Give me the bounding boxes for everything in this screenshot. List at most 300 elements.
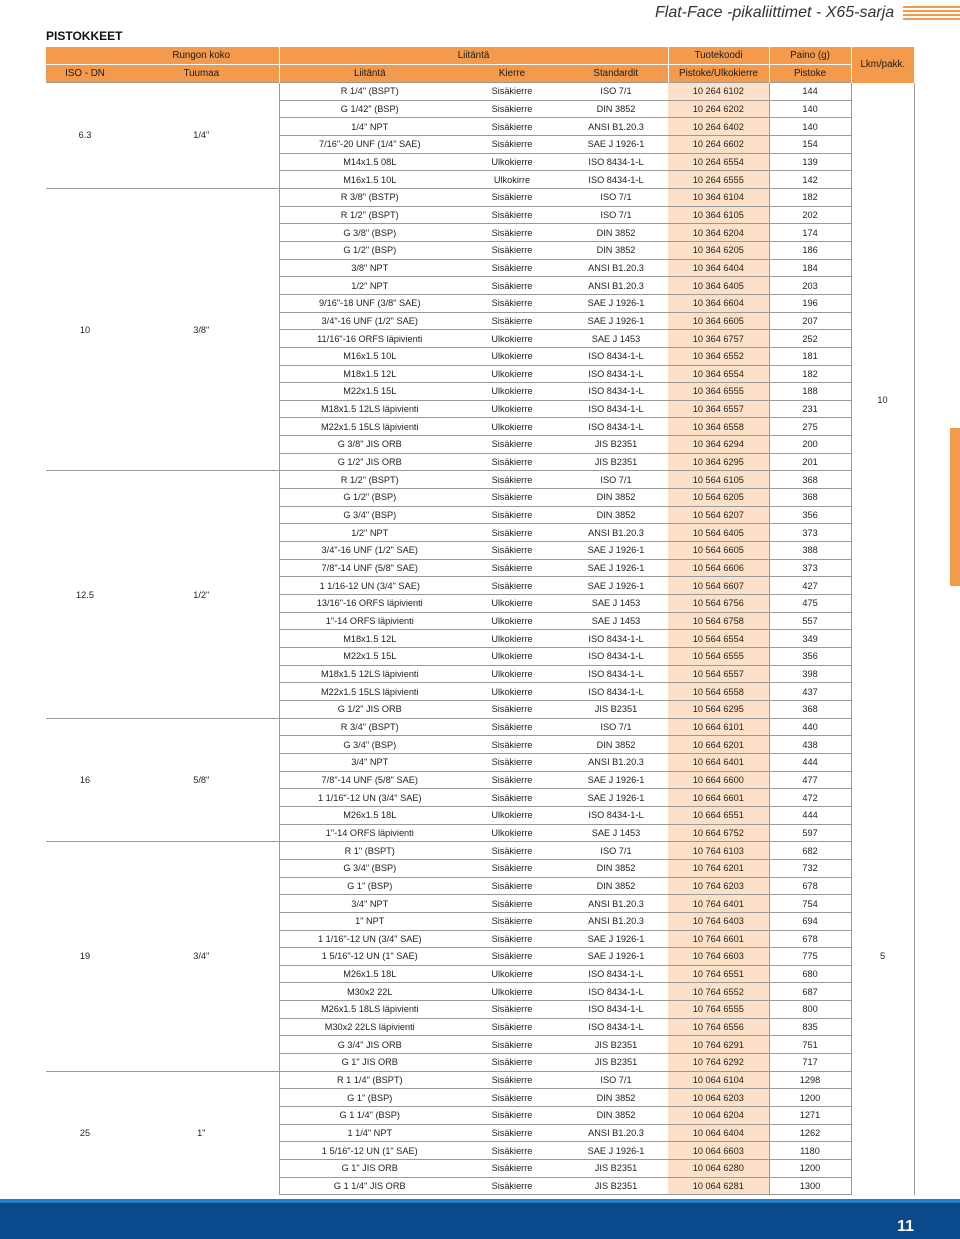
tuumaa-cell: 5/8" [124,718,279,842]
paino-cell: 682 [769,842,851,860]
kierre-cell: Ulkokierre [460,965,564,983]
tuotekoodi-cell: 10 064 6203 [668,1089,769,1107]
standardit-cell: ISO 8434-1-L [564,347,668,365]
tuotekoodi-cell: 10 764 6601 [668,930,769,948]
standardit-cell: ISO 8434-1-L [564,683,668,701]
paino-cell: 1300 [769,1177,851,1195]
standardit-cell: SAE J 1926-1 [564,135,668,153]
kierre-cell: Sisäkierre [460,224,564,242]
kierre-cell: Ulkokierre [460,612,564,630]
iso-dn-cell: 25 [46,1071,124,1195]
standardit-cell: SAE J 1926-1 [564,930,668,948]
kierre-cell: Sisäkierre [460,842,564,860]
standardit-cell: ANSI B1.20.3 [564,118,668,136]
tuotekoodi-cell: 10 364 6204 [668,224,769,242]
paino-cell: 687 [769,983,851,1001]
kierre-cell: Ulkokierre [460,330,564,348]
standardit-cell: SAE J 1453 [564,824,668,842]
kierre-cell: Sisäkierre [460,277,564,295]
liitanta-cell: M18x1.5 12L [279,365,460,383]
kierre-cell: Sisäkierre [460,895,564,913]
tuotekoodi-cell: 10 564 6606 [668,559,769,577]
tuotekoodi-cell: 10 364 6105 [668,206,769,224]
liitanta-cell: 1" NPT [279,912,460,930]
page-number: 11 [897,1218,914,1235]
iso-dn-cell: 12.5 [46,471,124,718]
paino-cell: 368 [769,700,851,718]
tuotekoodi-cell: 10 564 6558 [668,683,769,701]
tuotekoodi-cell: 10 364 6604 [668,294,769,312]
liitanta-cell: R 1/4" (BSPT) [279,83,460,101]
tuotekoodi-cell: 10 564 6205 [668,489,769,507]
paino-cell: 200 [769,436,851,454]
paino-cell: 438 [769,736,851,754]
paino-cell: 196 [769,294,851,312]
paino-cell: 188 [769,383,851,401]
standardit-cell: SAE J 1926-1 [564,294,668,312]
standardit-cell: DIN 3852 [564,506,668,524]
standardit-cell: ISO 7/1 [564,206,668,224]
standardit-cell: ISO 8434-1-L [564,365,668,383]
liitanta-cell: M26x1.5 18L [279,806,460,824]
kierre-cell: Sisäkierre [460,453,564,471]
liitanta-cell: 7/8"-14 UNF (5/8" SAE) [279,559,460,577]
liitanta-cell: M18x1.5 12LS läpivienti [279,400,460,418]
tuotekoodi-cell: 10 664 6101 [668,718,769,736]
header-tuotekoodi: Tuotekoodi [668,47,769,65]
kierre-cell: Sisäkierre [460,206,564,224]
standardit-cell: ANSI B1.20.3 [564,895,668,913]
table-row [46,718,914,736]
kierre-cell: Sisäkierre [460,436,564,454]
tuotekoodi-cell: 10 664 6601 [668,789,769,807]
paino-cell: 139 [769,153,851,171]
paino-cell: 437 [769,683,851,701]
paino-cell: 1262 [769,1124,851,1142]
lkm-cell: 10 [851,83,914,719]
tuotekoodi-cell: 10 364 6552 [668,347,769,365]
standardit-cell: ISO 8434-1-L [564,630,668,648]
liitanta-cell: 1 1/16"-12 UN (3/4" SAE) [279,930,460,948]
liitanta-cell: M30x2 22L [279,983,460,1001]
standardit-cell: ISO 7/1 [564,188,668,206]
kierre-cell: Sisäkierre [460,489,564,507]
header-standardit: Standardit [564,65,668,83]
paino-cell: 800 [769,1001,851,1019]
tuotekoodi-cell: 10 664 6600 [668,771,769,789]
liitanta-cell: G 3/4" (BSP) [279,506,460,524]
paino-cell: 678 [769,877,851,895]
tuotekoodi-cell: 10 764 6555 [668,1001,769,1019]
tuotekoodi-cell: 10 764 6292 [668,1054,769,1072]
tuotekoodi-cell: 10 564 6555 [668,648,769,666]
paino-cell: 444 [769,806,851,824]
paino-cell: 835 [769,1018,851,1036]
standardit-cell: ISO 8434-1-L [564,648,668,666]
header-rungon-koko: Rungon koko [124,47,279,65]
liitanta-cell: 1 1/4" NPT [279,1124,460,1142]
standardit-cell: ISO 8434-1-L [564,153,668,171]
tuotekoodi-cell: 10 764 6103 [668,842,769,860]
tuotekoodi-cell: 10 064 6603 [668,1142,769,1160]
kierre-cell: Sisäkierre [460,789,564,807]
kierre-cell: Sisäkierre [460,859,564,877]
liitanta-cell: G 1" JIS ORB [279,1160,460,1178]
tuotekoodi-cell: 10 664 6752 [668,824,769,842]
liitanta-cell: G 1/2" JIS ORB [279,453,460,471]
paino-cell: 1298 [769,1071,851,1089]
tuotekoodi-cell: 10 364 6555 [668,383,769,401]
paino-cell: 202 [769,206,851,224]
paino-cell: 680 [769,965,851,983]
kierre-cell: Ulkokierre [460,683,564,701]
paino-cell: 694 [769,912,851,930]
standardit-cell: JIS B2351 [564,700,668,718]
liitanta-cell: M14x1.5 08L [279,153,460,171]
paino-cell: 182 [769,188,851,206]
paino-cell: 373 [769,524,851,542]
standardit-cell: SAE J 1926-1 [564,789,668,807]
standardit-cell: DIN 3852 [564,241,668,259]
standardit-cell: DIN 3852 [564,489,668,507]
liitanta-cell: 11/16"-16 ORFS läpivienti [279,330,460,348]
tuotekoodi-cell: 10 364 6294 [668,436,769,454]
paino-cell: 140 [769,100,851,118]
tuotekoodi-cell: 10 764 6552 [668,983,769,1001]
tuotekoodi-cell: 10 564 6554 [668,630,769,648]
liitanta-cell: 1"-14 ORFS läpivienti [279,612,460,630]
standardit-cell: ISO 7/1 [564,471,668,489]
liitanta-cell: 1 1/16-12 UN (3/4" SAE) [279,577,460,595]
kierre-cell: Sisäkierre [460,312,564,330]
kierre-cell: Sisäkierre [460,188,564,206]
paino-cell: 201 [769,453,851,471]
kierre-cell: Ulkokierre [460,806,564,824]
tuotekoodi-cell: 10 364 6295 [668,453,769,471]
liitanta-cell: 3/8" NPT [279,259,460,277]
table-row [46,188,914,206]
standardit-cell: SAE J 1926-1 [564,948,668,966]
standardit-cell: SAE J 1926-1 [564,312,668,330]
standardit-cell: ANSI B1.20.3 [564,524,668,542]
tuotekoodi-cell: 10 764 6556 [668,1018,769,1036]
paino-cell: 1180 [769,1142,851,1160]
paino-cell: 275 [769,418,851,436]
paino-cell: 203 [769,277,851,295]
liitanta-cell: 7/8"-14 UNF (5/8" SAE) [279,771,460,789]
tuumaa-cell: 3/8" [124,188,279,471]
kierre-cell: Sisäkierre [460,559,564,577]
standardit-cell: JIS B2351 [564,1160,668,1178]
standardit-cell: SAE J 1926-1 [564,577,668,595]
liitanta-cell: G 3/4" (BSP) [279,859,460,877]
liitanta-cell: G 1/2" JIS ORB [279,700,460,718]
standardit-cell: JIS B2351 [564,1036,668,1054]
paino-cell: 356 [769,648,851,666]
standardit-cell: ISO 8434-1-L [564,806,668,824]
kierre-cell: Ulkokierre [460,648,564,666]
paino-cell: 427 [769,577,851,595]
paino-cell: 475 [769,595,851,613]
liitanta-cell: R 3/4" (BSPT) [279,718,460,736]
tuotekoodi-cell: 10 364 6558 [668,418,769,436]
tuotekoodi-cell: 10 764 6201 [668,859,769,877]
tuotekoodi-cell: 10 764 6403 [668,912,769,930]
header-pistoke: Pistoke [769,65,851,83]
liitanta-cell: M22x1.5 15L [279,383,460,401]
standardit-cell: DIN 3852 [564,1089,668,1107]
footer-bar [0,1199,960,1239]
standardit-cell: SAE J 1926-1 [564,771,668,789]
paino-cell: 678 [769,930,851,948]
paino-cell: 182 [769,365,851,383]
tuotekoodi-cell: 10 264 6202 [668,100,769,118]
standardit-cell: SAE J 1926-1 [564,1142,668,1160]
liitanta-cell: 3/4" NPT [279,753,460,771]
footer-accent [0,1199,960,1203]
kierre-cell: Ulkokierre [460,365,564,383]
tuotekoodi-cell: 10 064 6404 [668,1124,769,1142]
tuotekoodi-cell: 10 564 6605 [668,542,769,560]
header-empty [46,47,124,65]
paino-cell: 368 [769,489,851,507]
kierre-cell: Sisäkierre [460,506,564,524]
paino-cell: 207 [769,312,851,330]
kierre-cell: Sisäkierre [460,1054,564,1072]
standardit-cell: SAE J 1926-1 [564,559,668,577]
standardit-cell: JIS B2351 [564,436,668,454]
tuumaa-cell: 1/2" [124,471,279,718]
kierre-cell: Sisäkierre [460,930,564,948]
standardit-cell: ISO 8434-1-L [564,383,668,401]
liitanta-cell: M30x2 22LS läpivienti [279,1018,460,1036]
paino-cell: 751 [769,1036,851,1054]
liitanta-cell: M18x1.5 12L [279,630,460,648]
liitanta-cell: R 3/8" (BSTP) [279,188,460,206]
standardit-cell: DIN 3852 [564,877,668,895]
tuotekoodi-cell: 10 764 6401 [668,895,769,913]
paino-cell: 444 [769,753,851,771]
liitanta-cell: R 1" (BSPT) [279,842,460,860]
liitanta-cell: G 1" (BSP) [279,1089,460,1107]
lkm-cell: 5 [851,718,914,1195]
iso-dn-cell: 10 [46,188,124,471]
liitanta-cell: 1 1/16"-12 UN (3/4" SAE) [279,789,460,807]
tuotekoodi-cell: 10 264 6555 [668,171,769,189]
header-pistoke-ulkokierre: Pistoke/Ulkokierre [668,65,769,83]
tuotekoodi-cell: 10 764 6603 [668,948,769,966]
standardit-cell: ISO 8434-1-L [564,400,668,418]
liitanta-cell: M16x1.5 10L [279,347,460,365]
kierre-cell: Sisäkierre [460,736,564,754]
kierre-cell: Sisäkierre [460,294,564,312]
paino-cell: 349 [769,630,851,648]
kierre-cell: Sisäkierre [460,1177,564,1195]
standardit-cell: DIN 3852 [564,100,668,118]
kierre-cell: Ulkokierre [460,153,564,171]
kierre-cell: Sisäkierre [460,700,564,718]
kierre-cell: Sisäkierre [460,771,564,789]
liitanta-cell: 1"-14 ORFS läpivienti [279,824,460,842]
paino-cell: 1271 [769,1107,851,1125]
tuotekoodi-cell: 10 364 6205 [668,241,769,259]
liitanta-cell: M26x1.5 18LS läpivienti [279,1001,460,1019]
paino-cell: 142 [769,171,851,189]
standardit-cell: ISO 8434-1-L [564,983,668,1001]
paino-cell: 373 [769,559,851,577]
paino-cell: 140 [769,118,851,136]
table-header [46,47,914,83]
paino-cell: 732 [769,859,851,877]
table-row [46,842,914,860]
standardit-cell: ANSI B1.20.3 [564,753,668,771]
liitanta-cell: 3/4"-16 UNF (1/2" SAE) [279,542,460,560]
side-tab-marker [950,428,960,586]
tuumaa-cell: 3/4" [124,842,279,1072]
tuotekoodi-cell: 10 564 6207 [668,506,769,524]
product-table [46,47,915,1195]
tuotekoodi-cell: 10 264 6554 [668,153,769,171]
standardit-cell: ISO 7/1 [564,718,668,736]
kierre-cell: Sisäkierre [460,1036,564,1054]
tuotekoodi-cell: 10 564 6295 [668,700,769,718]
kierre-cell: Sisäkierre [460,542,564,560]
liitanta-cell: G 1/2" (BSP) [279,241,460,259]
tuotekoodi-cell: 10 564 6557 [668,665,769,683]
paino-cell: 181 [769,347,851,365]
tuotekoodi-cell: 10 564 6105 [668,471,769,489]
kierre-cell: Sisäkierre [460,912,564,930]
liitanta-cell: 1 5/16"-12 UN (1" SAE) [279,948,460,966]
paino-cell: 144 [769,83,851,101]
tuotekoodi-cell: 10 364 6605 [668,312,769,330]
tuotekoodi-cell: 10 264 6602 [668,135,769,153]
kierre-cell: Sisäkierre [460,1071,564,1089]
tuotekoodi-cell: 10 364 6104 [668,188,769,206]
kierre-cell: Sisäkierre [460,718,564,736]
liitanta-cell: G 3/8" JIS ORB [279,436,460,454]
tuotekoodi-cell: 10 564 6607 [668,577,769,595]
tuotekoodi-cell: 10 664 6401 [668,753,769,771]
header-lkm: Lkm/pakk. [851,47,914,83]
standardit-cell: ISO 8434-1-L [564,1018,668,1036]
liitanta-cell: G 3/4" JIS ORB [279,1036,460,1054]
standardit-cell: ISO 8434-1-L [564,1001,668,1019]
liitanta-cell: M26x1.5 18L [279,965,460,983]
standardit-cell: ANSI B1.20.3 [564,277,668,295]
liitanta-cell: G 1 1/4" JIS ORB [279,1177,460,1195]
kierre-cell: Sisäkierre [460,524,564,542]
iso-dn-cell: 16 [46,718,124,842]
kierre-cell: Sisäkierre [460,948,564,966]
tuumaa-cell: 1/4" [124,83,279,189]
kierre-cell: Sisäkierre [460,753,564,771]
standardit-cell: ISO 7/1 [564,83,668,101]
paino-cell: 174 [769,224,851,242]
kierre-cell: Sisäkierre [460,259,564,277]
paino-cell: 388 [769,542,851,560]
liitanta-cell: M16x1.5 10L [279,171,460,189]
paino-cell: 252 [769,330,851,348]
liitanta-cell: R 1/2" (BSPT) [279,471,460,489]
header-iso-dn: ISO - DN [46,65,124,83]
paino-cell: 398 [769,665,851,683]
kierre-cell: Sisäkierre [460,1160,564,1178]
kierre-cell: Sisäkierre [460,83,564,101]
kierre-cell: Ulkokierre [460,595,564,613]
tuotekoodi-cell: 10 764 6203 [668,877,769,895]
standardit-cell: DIN 3852 [564,224,668,242]
table-row [46,83,914,101]
kierre-cell: Ulkokierre [460,400,564,418]
table-row [46,471,914,489]
standardit-cell: ISO 7/1 [564,1071,668,1089]
kierre-cell: Sisäkierre [460,1124,564,1142]
tuotekoodi-cell: 10 364 6554 [668,365,769,383]
header-title: Flat-Face -pikaliittimet - X65-sarja [655,4,895,21]
paino-cell: 597 [769,824,851,842]
liitanta-cell: 13/16"-16 ORFS läpivienti [279,595,460,613]
kierre-cell: Ulkokirre [460,171,564,189]
paino-cell: 186 [769,241,851,259]
liitanta-cell: R 1 1/4" (BSPT) [279,1071,460,1089]
iso-dn-cell: 6.3 [46,83,124,189]
kierre-cell: Ulkokierre [460,665,564,683]
decorative-stripes [903,6,960,20]
header-tuumaa: Tuumaa [124,65,279,83]
paino-cell: 356 [769,506,851,524]
kierre-cell: Sisäkierre [460,1089,564,1107]
kierre-cell: Ulkokierre [460,347,564,365]
tuotekoodi-cell: 10 664 6201 [668,736,769,754]
liitanta-cell: G 1" JIS ORB [279,1054,460,1072]
liitanta-cell: G 3/4" (BSP) [279,736,460,754]
section-title: PISTOKKEET [46,29,123,43]
paino-cell: 231 [769,400,851,418]
liitanta-cell: 1/2" NPT [279,277,460,295]
standardit-cell: SAE J 1926-1 [564,542,668,560]
liitanta-cell: M22x1.5 15L [279,648,460,666]
paino-cell: 1200 [769,1089,851,1107]
liitanta-cell: 3/4"-16 UNF (1/2" SAE) [279,312,460,330]
standardit-cell: JIS B2351 [564,1054,668,1072]
standardit-cell: ISO 8434-1-L [564,665,668,683]
liitanta-cell: G 3/8" (BSP) [279,224,460,242]
paino-cell: 477 [769,771,851,789]
header-kierre: Kierre [460,65,564,83]
paino-cell: 440 [769,718,851,736]
liitanta-cell: 1 5/16"-12 UN (1" SAE) [279,1142,460,1160]
table-row [46,1071,914,1089]
kierre-cell: Sisäkierre [460,1018,564,1036]
liitanta-cell: 1/4" NPT [279,118,460,136]
standardit-cell: DIN 3852 [564,1107,668,1125]
liitanta-cell: G 1/42" (BSP) [279,100,460,118]
liitanta-cell: M22x1.5 15LS läpivienti [279,418,460,436]
paino-cell: 368 [769,471,851,489]
kierre-cell: Sisäkierre [460,1001,564,1019]
tuotekoodi-cell: 10 364 6405 [668,277,769,295]
kierre-cell: Sisäkierre [460,118,564,136]
liitanta-cell: 9/16"-18 UNF (3/8" SAE) [279,294,460,312]
liitanta-cell: G 1/2" (BSP) [279,489,460,507]
liitanta-cell: M18x1.5 12LS läpivienti [279,665,460,683]
standardit-cell: ISO 7/1 [564,842,668,860]
kierre-cell: Ulkokierre [460,983,564,1001]
kierre-cell: Ulkokierre [460,383,564,401]
standardit-cell: SAE J 1453 [564,595,668,613]
standardit-cell: DIN 3852 [564,736,668,754]
